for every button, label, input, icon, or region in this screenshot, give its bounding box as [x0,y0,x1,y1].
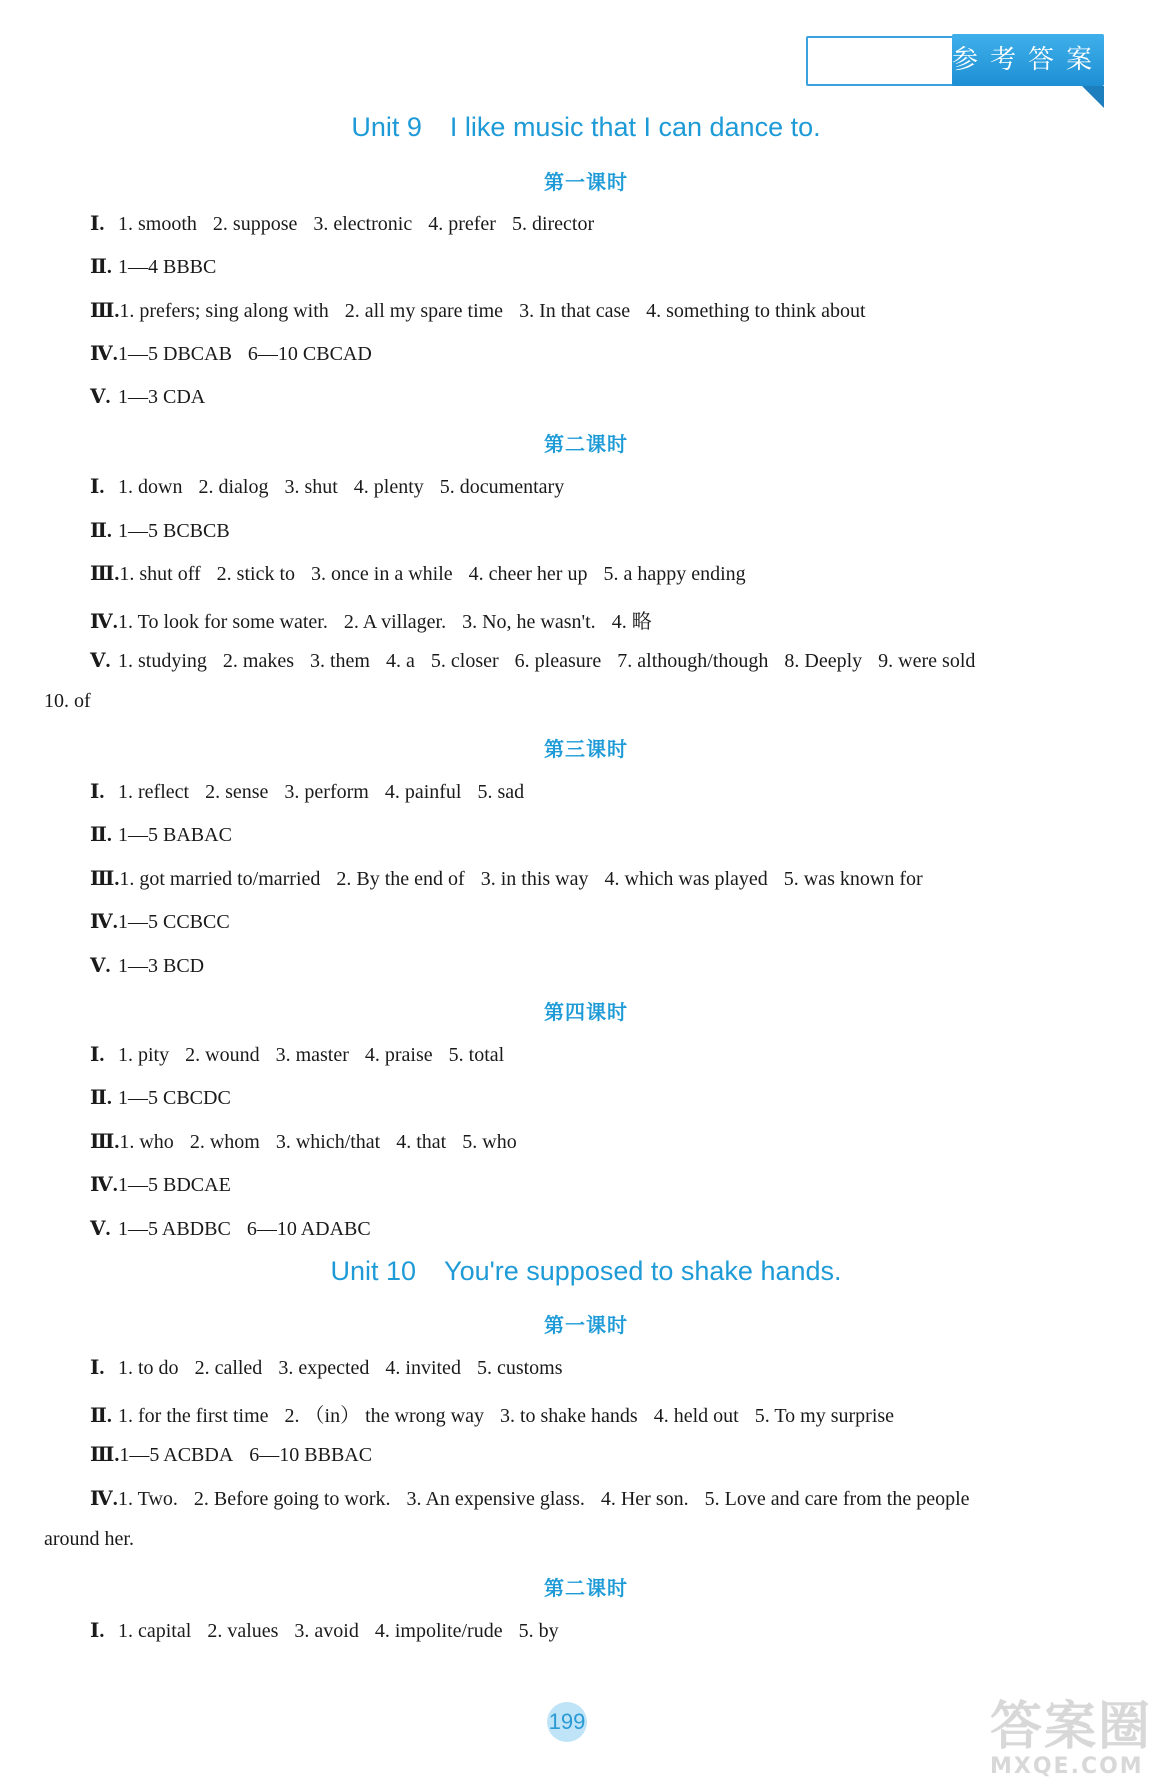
answer-item: 2. makes [222,650,294,672]
answer-line [90,779,540,804]
question-label: Ⅲ. [90,563,120,585]
lesson-heading: 第四课时 [544,1000,628,1024]
answer-item: 1—5 BABAC [118,824,232,846]
question-label: Ⅱ. [90,1087,112,1109]
unit-number: Unit 9 [351,112,422,142]
answer-item: 2. stick to [216,563,296,585]
answer-item: 1—5 BDCAE [118,1174,231,1196]
answer-item: 2. called [194,1357,263,1379]
answer-item: 1. who [119,1131,174,1153]
answer-item: 2. By the end of [336,868,465,890]
answer-item: 5. To my surprise [754,1405,895,1427]
answer-item: 2. whom [189,1131,260,1153]
question-label: Ⅱ. [90,520,112,542]
answer-item: 1. pity [118,1044,170,1066]
answer-item: 5. customs [476,1357,563,1379]
answer-item: 4. that [396,1131,447,1153]
answer-line [90,648,991,673]
answer-line [90,254,232,279]
answer-item: 4. plenty [353,476,424,498]
answer-item: 3. expected [278,1357,370,1379]
answer-item: 8. Deeply [784,650,863,672]
answer-item: 2. values [207,1620,279,1642]
question-label: Ⅰ. [90,781,105,803]
lesson-heading: 第三课时 [544,737,628,761]
answer-item: 2. A villager. [343,611,447,633]
answer-item: 3. master [275,1044,349,1066]
question-label: Ⅰ. [90,476,105,498]
question-label: Ⅴ. [90,955,111,977]
answer-item: 1—5 CCBCC [118,911,230,933]
answer-item: 6—10 ADABC [246,1218,371,1240]
answer-item: 1—3 BCD [118,955,205,977]
answer-line [90,518,246,543]
answer-line [90,1442,388,1467]
answer-line [90,298,882,323]
answer-item: 1—3 CDA [118,386,206,408]
question-label: Ⅳ. [90,1488,118,1510]
answer-line [90,866,939,891]
answer-line [90,1042,520,1067]
answer-item: 1. smooth [118,213,197,235]
answer-item: 1—5 DBCAB [118,343,232,365]
answer-item: 3. No, he wasn't. [462,611,596,633]
answer-item: 9. were sold [878,650,976,672]
answer-line [90,211,610,236]
answer-line [90,474,580,499]
answer-item: 5. was known for [783,868,923,890]
question-label: Ⅳ. [90,343,118,365]
answer-item: 3. An expensive glass. [406,1488,585,1510]
answer-item: 3. perform [284,781,369,803]
answer-item: 3. shut [284,476,338,498]
answer-item: 2. suppose [212,213,298,235]
answer-item: 3. electronic [313,213,413,235]
answer-key-tab: 参考答案 [952,34,1104,86]
answer-item: 3. to shake hands [499,1405,638,1427]
answer-line [90,1355,579,1380]
answer-item: 4. 略 [611,611,652,633]
question-label: Ⅱ. [90,824,112,846]
question-label: Ⅰ. [90,213,105,235]
answer-item: 1. to do [118,1357,179,1379]
answer-item: 5. Love and care from the people [704,1488,970,1510]
answer-item: 7. although/though [617,650,769,672]
lesson-heading: 第一课时 [544,1313,628,1337]
answer-item: 2. wound [185,1044,260,1066]
page-number: 199 [547,1702,587,1742]
answer-item: 5. director [511,213,595,235]
answer-item: 4. praise [364,1044,433,1066]
answer-item: 4. a [386,650,415,672]
answer-item: 1—5 ACBDA [119,1444,234,1466]
lesson-heading: 第二课时 [544,1576,628,1600]
answer-continuation: around her. [44,1528,134,1550]
answer-item: 4. which was played [604,868,768,890]
header-box [806,36,958,86]
answer-line [90,1399,910,1428]
answer-item: 3. avoid [294,1620,359,1642]
answer-item: 5. documentary [439,476,565,498]
question-label: Ⅲ. [90,1444,120,1466]
answer-item: 2. （in） the wrong way [284,1405,484,1427]
answer-item: 3. In that case [519,300,631,322]
answer-item: 4. Her son. [600,1488,689,1510]
question-label: Ⅳ. [90,611,118,633]
unit-heading: You're supposed to shake hands. [444,1256,842,1286]
answer-item: 6. pleasure [514,650,602,672]
answer-item: 2. Before going to work. [193,1488,391,1510]
answer-item: 1—5 CBCDC [118,1087,231,1109]
answer-item: 5. total [448,1044,505,1066]
answer-item: 4. cheer her up [468,563,588,585]
answer-continuation: 10. of [44,690,91,712]
question-label: Ⅳ. [90,911,118,933]
answer-line [90,561,762,586]
lesson-heading: 第二课时 [544,432,628,456]
answer-item: 5. who [462,1131,517,1153]
answer-item: 3. once in a while [311,563,453,585]
answer-line [90,909,246,934]
question-label: Ⅲ. [90,868,120,890]
answer-item: 6—10 CBCAD [247,343,372,365]
answer-item: 4. invited [385,1357,461,1379]
question-label: Ⅴ. [90,386,111,408]
answer-line [90,953,220,978]
answer-line [90,1618,575,1643]
answer-line [90,384,221,409]
question-label: Ⅱ. [90,256,112,278]
watermark-logo: 答案圈 MXQE.COM [990,1697,1153,1779]
question-label: Ⅳ. [90,1174,118,1196]
answer-item: 5. closer [430,650,499,672]
answer-line [90,1486,986,1511]
question-label: Ⅱ. [90,1405,112,1427]
answer-line [90,341,388,366]
answer-item: 5. by [518,1620,559,1642]
answer-item: 1. studying [118,650,207,672]
answer-item: 1. prefers; sing along with [119,300,329,322]
unit-10-title [0,1256,1172,1287]
answer-line [90,1129,533,1154]
answer-item: 1. down [118,476,183,498]
answer-item: 1—5 BCBCB [118,520,230,542]
answer-line [90,822,248,847]
answer-item: 5. a happy ending [603,563,746,585]
question-label: Ⅰ. [90,1620,105,1642]
answer-item: 4. painful [384,781,462,803]
question-label: Ⅰ. [90,1044,105,1066]
answer-item: 1—5 ABDBC [118,1218,231,1240]
answer-item: 4. prefer [428,213,496,235]
question-label: Ⅰ. [90,1357,105,1379]
answer-item: 1. for the first time [118,1405,269,1427]
answer-line [90,1216,387,1241]
lesson-heading: 第一课时 [544,170,628,194]
answer-item: 4. held out [653,1405,739,1427]
answer-item: 1. To look for some water. [118,611,328,633]
answer-line [90,1085,247,1110]
answer-item: 4. something to think about [646,300,866,322]
answer-item: 1. reflect [118,781,190,803]
unit-number: Unit 10 [330,1256,417,1286]
answer-item: 1—4 BBBC [118,256,217,278]
answer-item: 1. got married to/married [119,868,321,890]
question-label: Ⅲ. [90,1131,120,1153]
question-label: Ⅴ. [90,650,111,672]
question-label: Ⅴ. [90,1218,111,1240]
answer-item: 5. sad [477,781,525,803]
answer-line [90,1172,247,1197]
answer-item: 2. all my spare time [344,300,504,322]
answer-item: 1. capital [118,1620,192,1642]
answer-item: 6—10 BBBAC [249,1444,373,1466]
answer-item: 3. which/that [275,1131,381,1153]
answer-item: 3. in this way [480,868,589,890]
answer-item: 1. shut off [119,563,201,585]
answer-item: 1. Two. [118,1488,178,1510]
answer-item: 2. sense [205,781,269,803]
unit-9-title [0,112,1172,143]
question-label: Ⅲ. [90,300,120,322]
answer-item: 2. dialog [198,476,269,498]
answer-item: 3. them [310,650,370,672]
unit-heading: I like music that I can dance to. [449,112,821,142]
answer-item: 4. impolite/rude [374,1620,503,1642]
answer-line [90,605,668,634]
